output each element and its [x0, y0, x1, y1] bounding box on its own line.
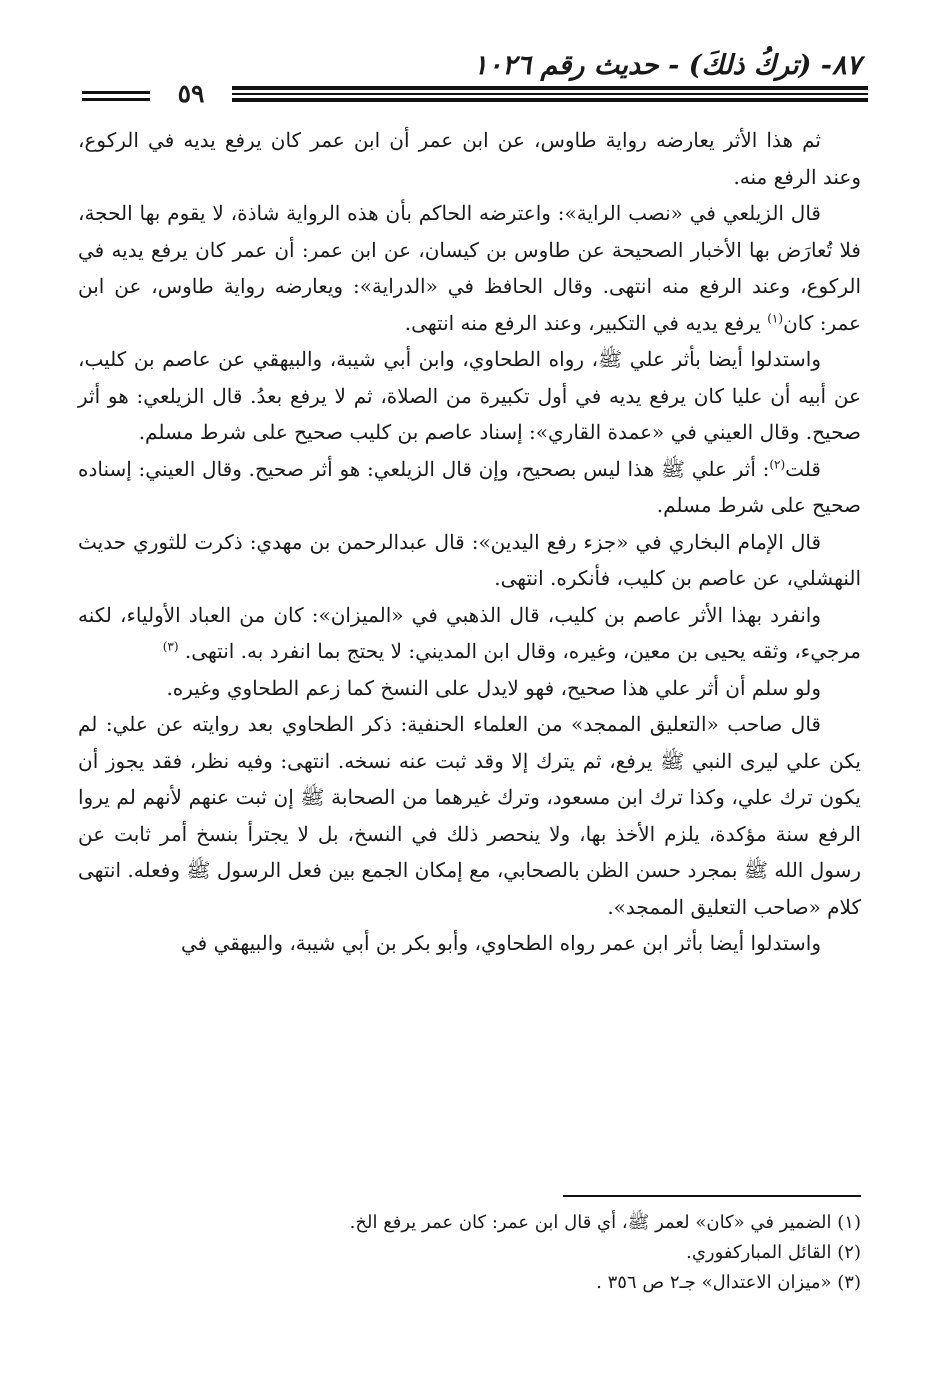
- paragraph: ثم هذا الأثر يعارضه رواية طاوس، عن ابن عمر أن ابن عمر كان يرفع يديه في الركوع، وعند الرفع منه.: [78, 128, 861, 189]
- header-rule: [232, 93, 868, 95]
- footnotes: [78, 1208, 861, 1298]
- paragraph-text: يرفع يديه في التكبير، وعند الرفع منه انتهى.: [404, 310, 761, 335]
- paragraph-text: قال الزيلعي في «نصب الراية»: واعترضه الحاكم بأن هذه الرواية شاذة، لا يقوم بها الحجة، فلا تُعارَض بها الأخبار الصحيحة عن طاوس بن كيسان، عن ابن عمر: أن عمر كان يرفع يديه في الركوع، وعند الرفع منه انتهى. وقال الحافظ في «الدراية»: ويعارضه رواية طاوس، عن ابن عمر: كان: [78, 201, 861, 335]
- footnote-ref: (٣): [162, 639, 179, 654]
- page-number: ٥٩: [177, 79, 205, 108]
- footnote-separator: [563, 1195, 861, 1197]
- paragraph: [78, 597, 861, 670]
- running-header-title: ٨٧- (تركُ ذلكَ) - حديث رقم ١٠٢٦: [473, 50, 861, 81]
- paragraph: [78, 451, 861, 524]
- header-rule-short: [82, 91, 150, 94]
- paragraph-text: قلت: [785, 456, 821, 481]
- paragraph: [78, 195, 861, 341]
- footnote: (١) الضمير في «كان» لعمر ﷺ، أي قال ابن عمر: كان عمر يرفع الخ.: [349, 1212, 861, 1233]
- paragraph: قال صاحب «التعليق الممجد» من العلماء الحنفية: ذكر الطحاوي بعد روايته عن علي: لم يكن علي ليرى النبي ﷺ يرفع، ثم يترك إلا وقد ثبت عنه نسخه. انتهى: وفيه نظر، فقد يجوز أن يكون ترك علي، وكذا ترك ابن مسعود، وترك غيرهما من الصحابة ﷺ إن ثبت عنهم لأنهم لم يروا الرفع سنة مؤكدة، يلزم الأخذ بها، ولا ينحصر ذلك في النسخ، بل لا يجترأ بنسخ أمر ثابت عن رسول الله ﷺ بمجرد حسن الظن بالصحابي، مع إمكان الجمع بين فعل الرسول ﷺ وفعله. انتهى كلام «صاحب التعليق الممجد».: [78, 712, 861, 919]
- paragraph: ولو سلم أن أثر علي هذا صحيح، فهو لايدل على النسخ كما زعم الطحاوي وغيره.: [166, 675, 821, 700]
- paragraph: واستدلوا أيضا بأثر ابن عمر رواه الطحاوي، وأبو بكر بن أبي شيبة، والبيهقي في: [181, 931, 821, 955]
- header-rule-short: [82, 98, 150, 101]
- paragraph: واستدلوا أيضا بأثر علي ﷺ، رواه الطحاوي، وابن أبي شيبة، والبيهقي عن عاصم بن كليب، عن أبيه أن عليا كان يرفع يديه في أول تكبيرة من الصلاة، ثم لا يرفع بعدُ. قال الزيلعي: هو أثر صحيح. وقال العيني في «عمدة القاري»: إسناد عاصم بن كليب صحيح على شرط مسلم.: [78, 347, 861, 444]
- footnote: (٣) «ميزان الاعتدال» جـ٢ ص ٣٥٦ .: [596, 1272, 861, 1293]
- footnote-ref: (٢): [769, 456, 786, 471]
- footnote: (٢) القائل المباركفوري.: [686, 1242, 861, 1263]
- paragraph-text: وانفرد بهذا الأثر عاصم بن كليب، قال الذهبي في «الميزان»: كان من العباد الأولياء، لكنه مرجيء، وثقه يحيى بن معين، وغيره، وقال ابن المديني: لا يحتج بما انفرد به. انتهى.: [78, 602, 861, 663]
- footnote-ref: (١): [767, 310, 784, 325]
- header-rule: [232, 98, 868, 102]
- body-text: [78, 122, 861, 962]
- paragraph: قال الإمام البخاري في «جزء رفع اليدين»: قال عبدالرحمن بن مهدي: ذكرت للثوري حديث النهشلي، عن عاصم بن كليب، فأنكره. انتهى.: [78, 529, 861, 590]
- header-rule: [232, 86, 868, 90]
- paragraph-text: : أثر علي ﷺ هذا ليس بصحيح، وإن قال الزيلعي: هو أثر صحيح. وقال العيني: إسناده صحيح على شرط مسلم.: [78, 456, 861, 517]
